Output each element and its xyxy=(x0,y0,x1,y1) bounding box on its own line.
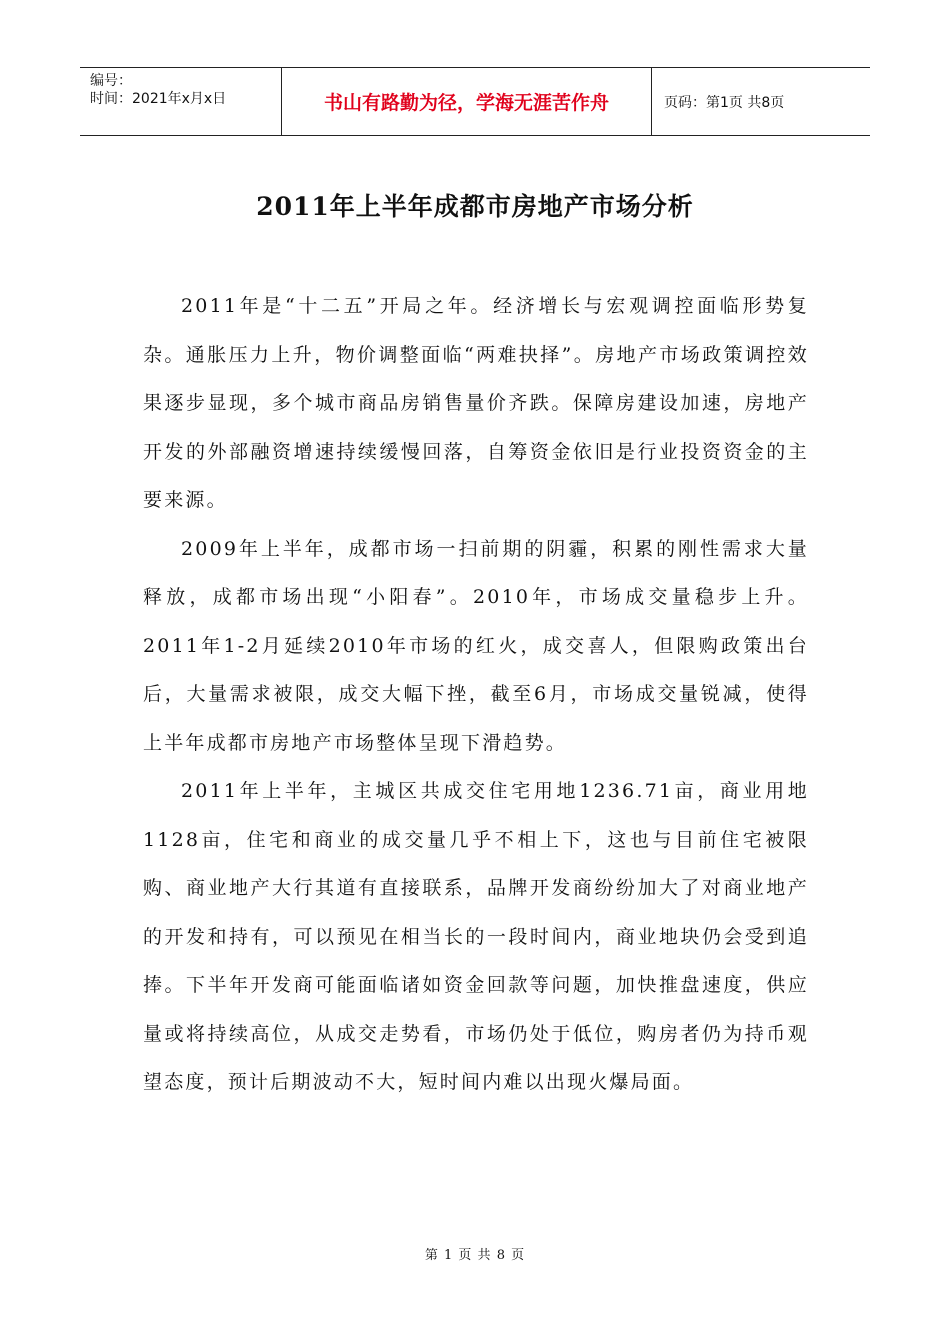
page-info-cell xyxy=(652,68,870,135)
motto-cell xyxy=(282,68,652,135)
page-info-text: 页码：第1页 共8页 xyxy=(664,94,785,111)
paragraph: 2011年上半年，主城区共成交住宅用地1236.71亩，商业用地1128亩，住宅和商业的成交量几乎不相上下，这也与目前住宅被限购、商业地产大行其道有直接联系，品牌开发商纷纷加大了对商业地产的开发和持有，可以预见在相当长的一段时间内，商业地块仍会受到追捧。下半年开发商可能面临诸如资金回款等问题，加快推盘速度，供应量或将持续高位，从成交走势看，市场仍处于低位，购房者仍为持币观望态度，预计后期波动不大，短时间内难以出现火爆局面。 xyxy=(143,780,809,1093)
document-body xyxy=(143,282,809,1107)
page-footer: 第 1 页 共 8 页 xyxy=(424,1248,526,1263)
motto-text: 书山有路勤为径，学海无涯苦作舟 xyxy=(323,92,609,114)
document-header xyxy=(80,67,870,136)
paragraph: 2011年是“十二五”开局之年。经济增长与宏观调控面临形势复杂。通胀压力上升，物价调整面临“两难抉择”。房地产市场政策调控效果逐步显现，多个城市商品房销售量价齐跌。保障房建设加速，房地产开发的外部融资增速持续缓慢回落，自筹资金依旧是行业投资资金的主要来源。 xyxy=(143,295,809,511)
header-meta-cell xyxy=(80,68,282,135)
number-label: 编号： xyxy=(90,73,132,89)
time-label: 时间：2021年x月x日 xyxy=(90,91,227,107)
document-title: 2011年上半年成都市房地产市场分析 xyxy=(256,192,694,221)
paragraph: 2009年上半年，成都市场一扫前期的阴霾，积累的刚性需求大量释放，成都市场出现“小阳春”。2010年，市场成交量稳步上升。2011年1-2月延续2010年市场的红火，成交喜人，但限购政策出台后，大量需求被限，成交大幅下挫，截至6月，市场成交量锐减，使得上半年成都市房地产市场整体呈现下滑趋势。 xyxy=(143,537,809,754)
